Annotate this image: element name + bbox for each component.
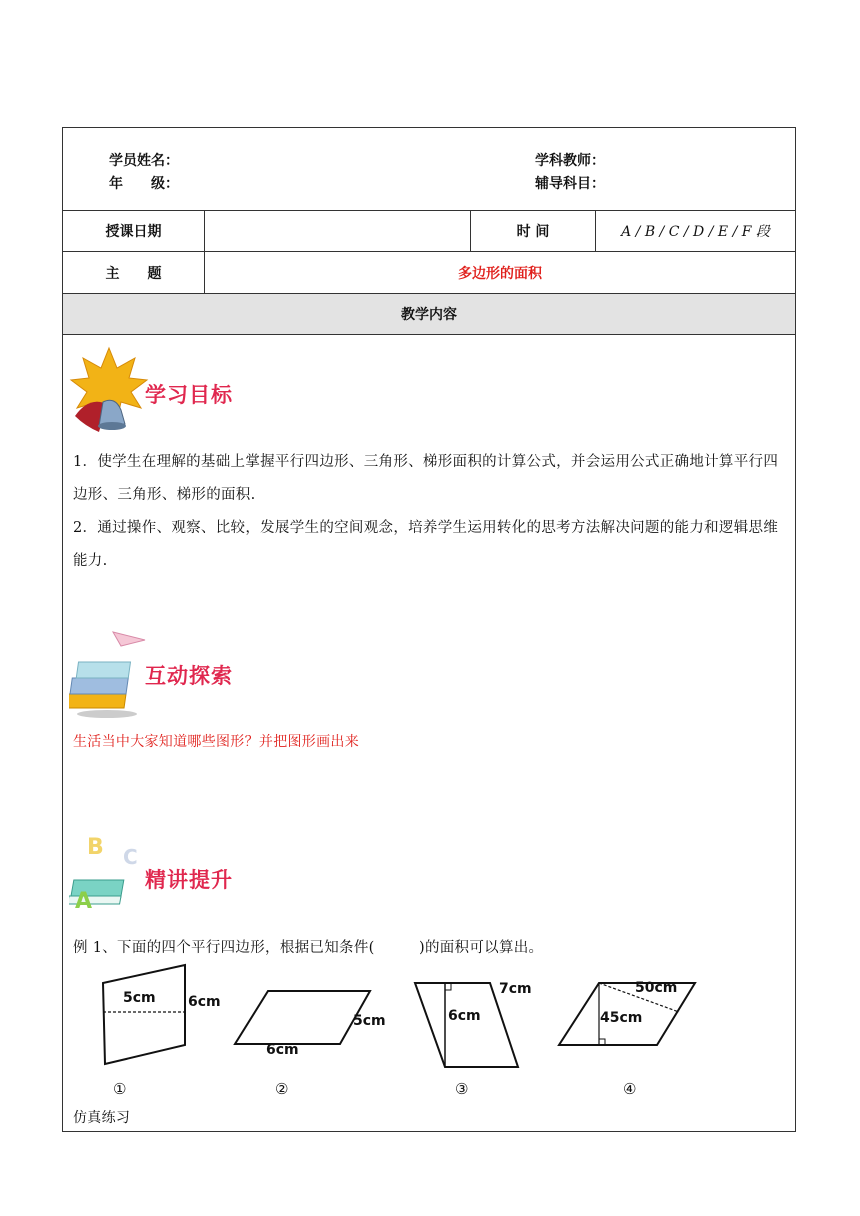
svg-text:C: C [123, 845, 138, 869]
fig3-label-b: 6cm [448, 1008, 481, 1024]
fig2-label-b: 6cm [266, 1042, 299, 1058]
teacher-label: 学科教师： [535, 153, 605, 169]
content-header-row [63, 294, 795, 335]
books-icon [69, 630, 149, 722]
explore-question: 生活当中大家知道哪些图形？并把图形画出来 [73, 734, 359, 750]
segment-text: A / B / C / D / E / F 段 [621, 224, 770, 240]
objective-item-2: 2．通过操作、观察、比较，发展学生的空间观念，培养学生运用转化的思考方法解决问题的能力和逻辑思维能力. [73, 520, 779, 569]
topic-value: 多边形的面积 [458, 265, 542, 282]
figure-number-1: ① [113, 1080, 127, 1098]
fig4-label-b: 45cm [600, 1010, 643, 1026]
parallelograms-figure [63, 962, 795, 1082]
explore-title: 互动探索 [145, 664, 233, 688]
example-1-text: 例 1、下面的四个平行四边形，根据已知条件( )的面积可以算出。 [73, 940, 544, 956]
date-value[interactable] [205, 211, 471, 251]
grade-label: 年 级： [109, 176, 179, 192]
svg-text:A: A [75, 889, 93, 914]
content-header: 教学内容 [401, 307, 457, 323]
fig4-label-a: 50cm [635, 980, 678, 996]
student-name-label: 学员姓名： [109, 153, 179, 169]
parallelogram-2 [235, 991, 370, 1044]
student-info-row [63, 128, 795, 211]
figure-number-3: ③ [455, 1080, 469, 1098]
date-label: 授课日期 [63, 211, 205, 251]
date-time-row [63, 211, 795, 252]
figure-number-4: ④ [623, 1080, 637, 1098]
lesson-plan-table [62, 127, 796, 1132]
fig2-label-a: 5cm [353, 1013, 386, 1029]
lecture-title: 精讲提升 [145, 868, 233, 892]
maple-bell-icon [69, 346, 149, 438]
objectives-title: 学习目标 [145, 383, 233, 407]
topic-row [63, 252, 795, 294]
objectives-badge [69, 346, 259, 438]
abc-book-icon [69, 828, 149, 920]
lecture-badge [69, 828, 259, 920]
parallelogram-1 [103, 965, 185, 1064]
fig3-label-a: 7cm [499, 981, 532, 997]
subject-label: 辅导科目： [535, 176, 605, 192]
objective-item-1: 1．使学生在理解的基础上掌握平行四边形、三角形、梯形面积的计算公式，并会运用公式正确地计算平行四边形、三角形、梯形的面积. [73, 454, 779, 503]
topic-label: 主 题 [63, 252, 205, 293]
fig1-label-b: 6cm [188, 994, 221, 1010]
figure-number-2: ② [275, 1080, 289, 1098]
fig1-label-a: 5cm [123, 990, 156, 1006]
explore-badge [69, 630, 259, 722]
svg-text:B: B [87, 835, 104, 860]
practice-heading: 仿真练习 [73, 1110, 131, 1126]
time-label: 时 间 [471, 211, 596, 251]
